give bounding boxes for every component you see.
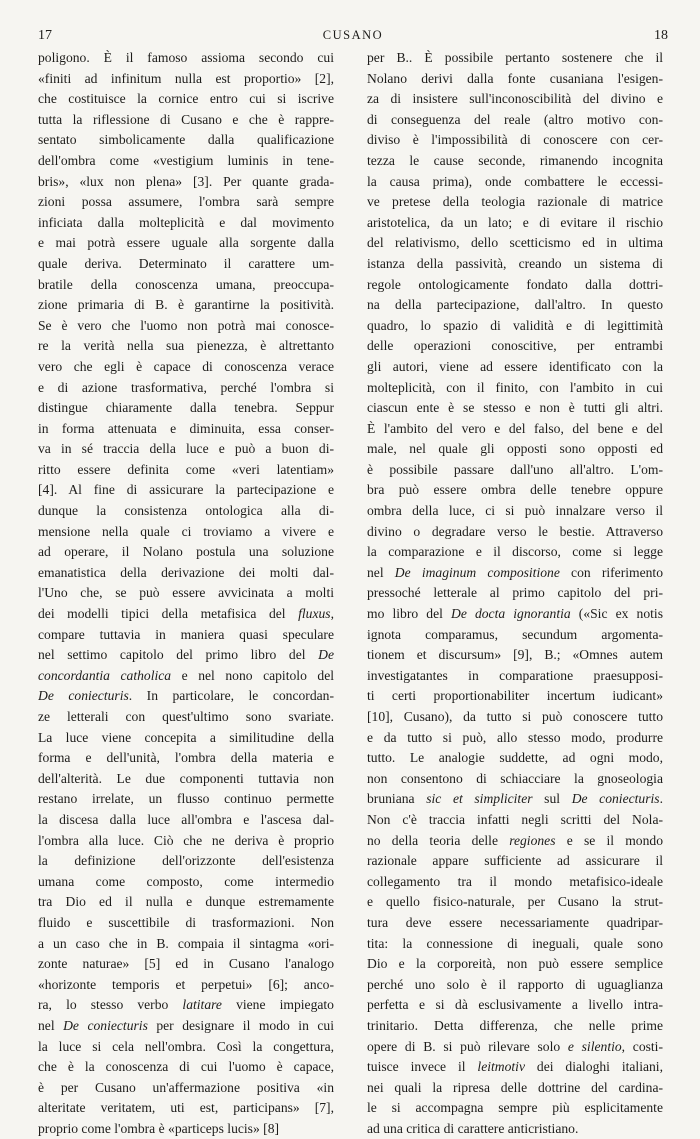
text-line: a un caso che in B. compaia il sintagma «ori- [38, 935, 334, 951]
text-line: restano irrelate, un flusso continuo permette [38, 791, 334, 807]
text-line: distingue chiaramente dalla tenebra. Seppur [38, 400, 334, 416]
text-line: zioni possa assumere, l'ombra sarà sempre [38, 194, 334, 210]
text-line: È l'ambito del vero e del falso, del bene e del [367, 420, 663, 436]
text-line: collegamento tra il mondo metafisico-ideale [367, 873, 663, 889]
text-line: non consentono di schiacciare la gnoseologia [367, 770, 663, 786]
text-line: divino o degradare verso le bestie. Attraverso [367, 523, 663, 539]
text-line: trinitario. Detta differenza, che nelle prime [367, 1017, 663, 1033]
text-line: ti certi proportionabiliter incertum iudicant» [367, 688, 663, 704]
text-line: bratile della conoscenza umana, preoccupa- [38, 276, 334, 292]
text-line: re la verità nella sua pienezza, è altrettanto [38, 338, 334, 354]
text-line: razionale appare sufficiente ad assicurare il [367, 853, 663, 869]
text-line: gli autori, viene ad essere identificato con la [367, 358, 663, 374]
text-line: nel De coniecturis per designare il modo in cui [38, 1017, 334, 1033]
text-line: è per Cusano un'affermazione positiva «in [38, 1079, 334, 1095]
text-line: tionem et discursum» [9], B.; «Omnes autem [367, 647, 663, 663]
page-header [38, 28, 668, 50]
text-line: umana come composto, come intermedio [38, 873, 334, 889]
text-line: la discesa dalla luce all'ombra e l'ascesa dal- [38, 811, 334, 827]
text-line: di conseguenza del reale (altro motivo con- [367, 111, 663, 127]
text-line: la causa prima), onde combattere le eccessi- [367, 173, 663, 189]
text-line: fluido e suscettibile di trasformazioni. Non [38, 914, 334, 930]
text-line: no della teoria delle regiones e se il mondo [367, 832, 663, 848]
text-line: bruniana sic et simpliciter sul De coniecturis. [367, 791, 663, 807]
text-line: e mai potrà essere uguale alla sorgente dalla [38, 235, 334, 251]
text-line: la comparazione e il discorso, come si legge [367, 544, 663, 560]
text-line: delle operazioni conoscitive, per entrambi [367, 338, 663, 354]
text-line: forma e dell'unità, l'ombra della materia e [38, 750, 334, 766]
running-title: CUSANO [322, 28, 384, 42]
text-line: ad una critica di carattere anticristiano. [367, 1120, 579, 1136]
text-line: [4]. Al fine di assicurare la partecipazione e [38, 482, 334, 498]
text-line: sentato simbolicamente dalla qualificazione [38, 132, 334, 148]
left-column [38, 48, 334, 1139]
text-line: le si accompagna sempre più esplicitamente [367, 1100, 663, 1116]
text-line: dei modelli tipici della metafisica del fluxus, [38, 606, 334, 622]
text-line: emanatistica della derivazione dei molti dal- [38, 564, 334, 580]
text-line: ciascun ente è se stesso e non è tutti gli altri. [367, 400, 663, 416]
text-line: e di azione trasformativa, perché l'ombra si [38, 379, 334, 395]
text-line: l'Uno che, se può essere avvicinata a molti [38, 585, 334, 601]
text-line: Se è vero che l'uomo non potrà mai conosce- [38, 317, 334, 333]
text-line: l'ombra alla luce. Ciò che ne deriva è proprio [38, 832, 334, 848]
text-line: e quello fisico-naturale, per Cusano la strut- [367, 894, 663, 910]
text-line: «finiti ad infinitum nulla est proportio» [2], [38, 70, 334, 86]
text-line: la luce si cela nell'ombra. Così la congettura, [38, 1038, 334, 1054]
text-line: per B.. È possibile pertanto sostenere che il [367, 50, 663, 65]
text-line: nel settimo capitolo del primo libro del De [38, 647, 334, 663]
text-line: inficiata dalla molteplicità e dal movimento [38, 214, 334, 230]
text-line: bra può essere ombra delle tenebre oppure [367, 482, 663, 498]
text-line: in forma attenuata e diminuita, essa conser- [38, 420, 334, 436]
text-line: va in sé traccia della luce e può a buon di- [38, 441, 334, 457]
text-line: nei quali la ripresa delle dottrine del cardina- [367, 1079, 663, 1095]
text-line: aristotelica, da un lato; e di evitare il rischio [367, 214, 663, 230]
text-line: tezza le cause seconde, rimanendo incognita [367, 152, 663, 168]
text-line: regole ontologicamente fondato dalla dottri- [367, 276, 663, 292]
text-line: Non c'è traccia infatti negli scritti del Nola- [367, 811, 663, 827]
text-line: ad operare, il Nolano postula una soluzione [38, 544, 334, 560]
text-line: perfetta e si dà esclusivamente a livello intra- [367, 997, 663, 1013]
text-line: na della partecipazione, dall'altro. In questo [367, 297, 663, 313]
text-line: tra Dio ed il nulla e dunque estremamente [38, 894, 334, 910]
page-number-right: 18 [654, 28, 668, 43]
text-line: [10], Cusano), da tutto si può conoscere tutto [367, 709, 663, 724]
text-line: tita: la connessione di ineguali, quale sono [367, 935, 663, 951]
right-column [367, 48, 663, 1139]
text-line: molteplicità, con il finito, con l'ambito in cui [367, 379, 663, 395]
text-line: che è la conoscenza di cui l'uomo è capace, [38, 1059, 334, 1075]
text-line: tura deve essere necessariamente quadripar- [367, 914, 663, 930]
text-line: pressoché letterale al primo capitolo del pri- [367, 585, 663, 601]
text-line: alteritate veritatem, uti est, participans» [7], [38, 1100, 334, 1116]
text-line: dunque la consistenza ontologica alla di- [38, 503, 334, 519]
text-line: poligono. È il famoso assioma secondo cui [38, 50, 334, 65]
text-line: male, nel quale gli opposti sono opposti ed [367, 441, 663, 457]
text-line: opere di B. si può rilevare solo e silentio, costi- [367, 1038, 663, 1054]
text-line: tutto. Le analogie suddette, ad ogni modo, [367, 750, 663, 766]
text-line: zonte naturae» [5] ed in Cusano l'analogo [38, 956, 334, 972]
text-line: mensione nella quale ci troviamo a vivere e [38, 523, 334, 539]
text-line: tuisce invece il leitmotiv dei dialoghi italiani, [367, 1059, 663, 1075]
text-line: ra, lo stesso verbo latitare viene impiegato [38, 997, 334, 1013]
page-number-left: 17 [38, 28, 52, 43]
text-line: proprio come l'ombra è «particeps lucis» [8] [38, 1120, 280, 1136]
text-line: che costituisce la cornice entro cui si iscrive [38, 91, 334, 107]
text-line: compare tuttavia in maniera quasi speculare [38, 626, 334, 642]
text-line: la definizione dell'orizzonte dell'esistenza [38, 853, 334, 869]
text-line: «horizonte temporis et perpetui» [6]; anco- [38, 976, 334, 992]
text-line: De coniecturis. In particolare, le concordan- [38, 688, 334, 704]
text-line: concordantia catholica e nel nono capitolo del [38, 667, 334, 683]
text-line: quale deriva. Determinato il carattere um- [38, 255, 334, 271]
text-line: perché uno solo è il rapporto di uguaglianza [367, 976, 663, 992]
text-line: nel De imaginum compositione con riferimento [367, 564, 663, 580]
text-line: ombra della luce, ci si può innalzare verso il [367, 503, 663, 519]
text-line: vero che egli è capace di conoscenza verace [38, 358, 334, 374]
text-line: tutta la riflessione di Cusano e che è rappre- [38, 111, 334, 127]
text-line: quadro, lo spazio di validità e di legittimità [367, 317, 663, 333]
text-line: dell'alterità. Le due componenti tuttavia non [38, 770, 334, 786]
text-line: za di insistere sull'inconoscibilità del divino e [367, 91, 663, 107]
text-line: Nolano derivi dalla fonte cusaniana l'esigen- [367, 70, 663, 86]
text-line: dell'ombra come «vestigium luminis in tene- [38, 152, 334, 168]
text-line: zione primaria di B. è garantirne la positività. [38, 297, 334, 313]
text-line: mo libro del De docta ignorantia («Sic ex notis [367, 606, 663, 622]
text-line: investigatantes in comparatione praesupposi- [367, 667, 663, 683]
text-line: ignota comparamus, secundum argomenta- [367, 626, 663, 642]
text-line: ritto essere definita come «veri latentiam» [38, 461, 334, 477]
text-line: ze letterali con quest'ultimo sono svariate. [38, 709, 334, 724]
text-line: e da tutto si può, allo stesso modo, produrre [367, 729, 663, 745]
text-line: è possibile passare dall'uno all'altro. L'om- [367, 461, 663, 477]
text-line: Dio e la corporeità, non può essere semplice [367, 956, 663, 972]
text-line: La luce viene concepita a similitudine della [38, 729, 334, 745]
text-line: bris», «lux non plena» [3]. Per quante grada- [38, 173, 334, 189]
text-line: istanza della passività, creando un sistema di [367, 255, 663, 271]
text-line: diviso è l'impossibilità di conoscere con cer- [367, 132, 663, 148]
text-line: del relativismo, dello scetticismo ed in ultima [367, 235, 663, 251]
text-line: ve pretese della teologia razionale di matrice [367, 194, 663, 210]
